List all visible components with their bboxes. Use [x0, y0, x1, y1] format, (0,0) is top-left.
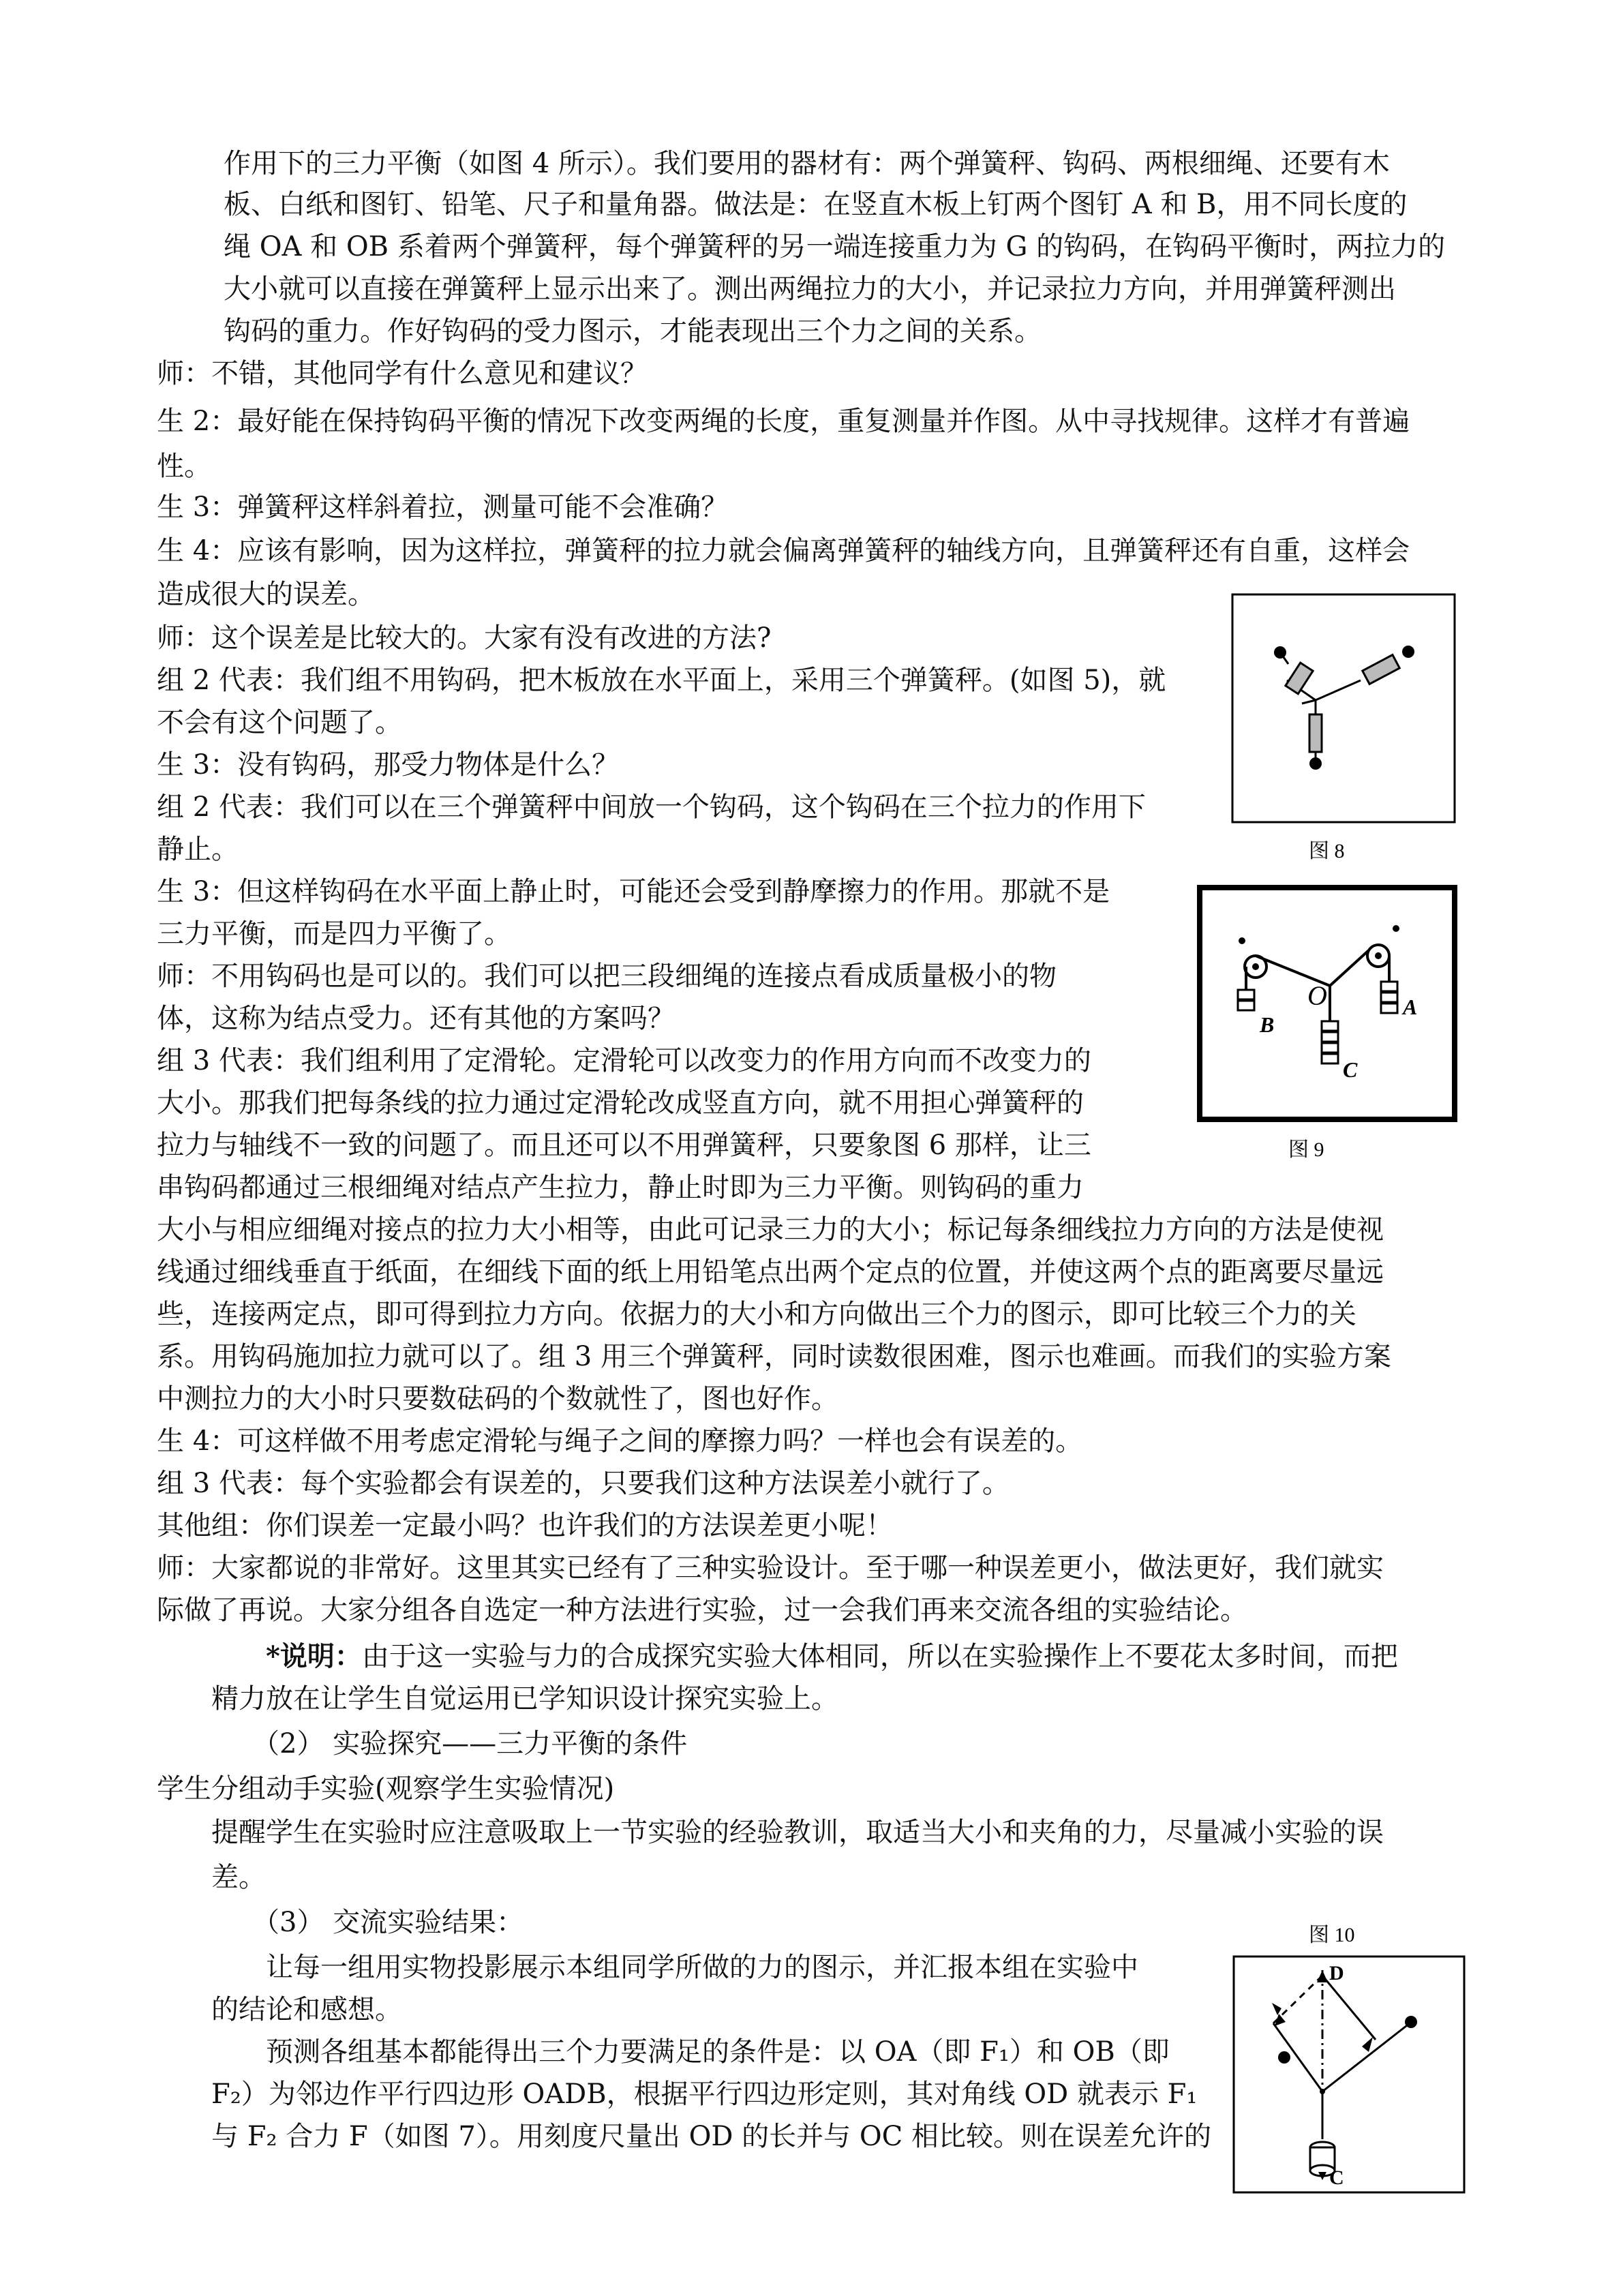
text-line: 生 2：最好能在保持钩码平衡的情况下改变两绳的长度，重复测量并作图。从中寻找规律。这样才有普遍: [157, 406, 1410, 437]
text-line: 预测各组基本都能得出三个力要满足的条件是：以 OA（即 F₁）和 OB（即: [266, 2036, 1170, 2068]
text-line: 板、白纸和图钉、铅笔、尺子和量角器。做法是：在竖直木板上钉两个图钉 A 和 B，用不同长度的: [224, 189, 1408, 220]
text-line: 的结论和感想。: [211, 1994, 402, 2025]
text-line: 与 F₂ 合力 F（如图 7）。用刻度尺量出 OD 的长并与 OC 相比较。则在误差允许的: [211, 2121, 1211, 2152]
text-line: 际做了再说。大家分组各自选定一种方法进行实验，过一会我们再来交流各组的实验结论。: [157, 1595, 1247, 1626]
text-line: 线通过细线垂直于纸面，在细线下面的纸上用铅笔点出两个定点的位置，并使这两个点的距离要尽量远: [157, 1256, 1384, 1288]
text-line: 大小与相应细绳对接点的拉力大小相等，由此可记录三力的大小；标记每条细线拉力方向的方法是使视: [157, 1214, 1384, 1245]
text-line: 差。: [211, 1862, 266, 1893]
svg-text:A: A: [1403, 995, 1418, 1019]
figure-10-caption: [1309, 1921, 1377, 1948]
note-text: 由于这一实验与力的合成探究实验大体相同，所以在实验操作上不要花太多时间，而把: [361, 1641, 1398, 1672]
text-line: F₂）为邻边作平行四边形 OADB，根据平行四边形定则，其对角线 OD 就表示 F₁: [211, 2079, 1198, 2110]
figure-8-three-spring-scales: [1231, 593, 1456, 824]
figure-9-caption: [1288, 1136, 1343, 1163]
text-line: 学生分组动手实验(观察学生实验情况): [157, 1773, 615, 1804]
text-line: 拉力与轴线不一致的问题了。而且还可以不用弹簧秤，只要象图 6 那样，让三: [157, 1130, 1091, 1161]
text-line: 精力放在让学生自觉运用已学知识设计探究实验上。: [211, 1683, 838, 1715]
svg-text:图 9: 图 9: [1288, 1138, 1324, 1161]
svg-text:C: C: [1343, 1057, 1358, 1082]
text-line: 性。: [157, 451, 211, 482]
note-label: *说明：: [266, 1640, 362, 1672]
text-line: 组 3 代表：我们组利用了定滑轮。定滑轮可以改变力的作用方向而不改变力的: [157, 1045, 1091, 1076]
text-line: 其他组：你们误差一定最小吗？也许我们的方法误差更小呢！: [157, 1510, 893, 1541]
text-line: 组 3 代表：每个实验都会有误差的，只要我们这种方法误差小就行了。: [157, 1468, 1010, 1499]
text-line: 生 4：应该有影响，因为这样拉，弹簧秤的拉力就会偏离弹簧秤的轴线方向，且弹簧秤还有自重，这样会: [157, 535, 1410, 567]
section-heading: （3） 交流实验结果：: [252, 1907, 524, 1938]
text-line: 不会有这个问题了。: [157, 707, 402, 738]
svg-text:图 10: 图 10: [1309, 1924, 1355, 1946]
text-line: 师：大家都说的非常好。这里其实已经有了三种实验设计。至于哪一种误差更小，做法更好，我们就实: [157, 1552, 1384, 1584]
text-line: 生 3：弹簧秤这样斜着拉，测量可能不会准确？: [157, 492, 729, 523]
text-line: 些，连接两定点，即可得到拉力方向。依据力的大小和方向做出三个力的图示，即可比较三个力的关: [157, 1299, 1356, 1330]
text-line: 串钩码都通过三根细绳对结点产生拉力，静止时即为三力平衡。则钩码的重力: [157, 1172, 1084, 1203]
text-line: 组 2 代表：我们组不用钩码，把木板放在水平面上，采用三个弹簧秤。(如图 5)，就: [157, 665, 1166, 696]
svg-text:C: C: [1329, 2166, 1344, 2189]
text-line: 生 3：没有钩码，那受力物体是什么？: [157, 749, 620, 781]
text-line: 钩码的重力。作好钩码的受力图示，才能表现出三个力之间的关系。: [224, 316, 1042, 347]
text-line: 中测拉力的大小时只要数砝码的个数就性了，图也好作。: [157, 1383, 838, 1415]
text-line: 组 2 代表：我们可以在三个弹簧秤中间放一个钩码，这个钩码在三个拉力的作用下: [157, 791, 1146, 823]
svg-text:图 8: 图 8: [1309, 840, 1345, 862]
text-line: 师：不错，其他同学有什么意见和建议？: [157, 358, 648, 389]
text-line: 生 3：但这样钩码在水平面上静止时，可能还会受到静摩擦力的作用。那就不是: [157, 876, 1110, 907]
text-line: 生 4：可这样做不用考虑定滑轮与绳子之间的摩擦力吗？一样也会有误差的。: [157, 1425, 1083, 1457]
figure-9-pulley-setup: [1197, 885, 1457, 1122]
section-heading: （2） 实验探究——三力平衡的条件: [252, 1728, 688, 1759]
svg-text:B: B: [1260, 1012, 1275, 1037]
text-line: 提醒学生在实验时应注意吸取上一节实验的经验教训，取适当大小和夹角的力，尽量减小实验的误: [211, 1817, 1384, 1848]
text-line: 系。用钩码施加拉力就可以了。组 3 用三个弹簧秤，同时读数很困难，图示也难画。而我们的实验方案: [157, 1341, 1391, 1372]
svg-text:O: O: [1307, 980, 1327, 1011]
figure-10-parallelogram: [1232, 1955, 1466, 2194]
text-line: 让每一组用实物投影展示本组同学所做的力的图示，并汇报本组在实验中: [266, 1952, 1138, 1983]
text-line: 作用下的三力平衡（如图 4 所示）。我们要用的器材有：两个弹簧秤、钩码、两根细绳、还要有木: [224, 148, 1390, 179]
figure-8-caption: [1309, 837, 1363, 864]
text-line: 静止。: [157, 834, 239, 865]
text-line: 大小。那我们把每条线的拉力通过定滑轮改成竖直方向，就不用担心弹簧秤的: [157, 1087, 1084, 1119]
text-line: 体，这称为结点受力。还有其他的方案吗？: [157, 1003, 675, 1034]
svg-text:D: D: [1329, 1962, 1344, 1984]
note-line: [266, 1640, 1398, 1673]
text-line: 三力平衡，而是四力平衡了。: [157, 918, 511, 950]
text-line: 师：这个误差是比较大的。大家有没有改进的方法?: [157, 622, 772, 654]
text-line: 师：不用钩码也是可以的。我们可以把三段细绳的连接点看成质量极小的物: [157, 961, 1057, 992]
text-line: 造成很大的误差。: [157, 579, 375, 610]
text-line: 绳 OA 和 OB 系着两个弹簧秤，每个弹簧秤的另一端连接重力为 G 的钩码，在钩码平衡时，两拉力的: [224, 231, 1446, 262]
text-line: 大小就可以直接在弹簧秤上显示出来了。测出两绳拉力的大小，并记录拉力方向，并用弹簧秤测出: [224, 273, 1396, 305]
